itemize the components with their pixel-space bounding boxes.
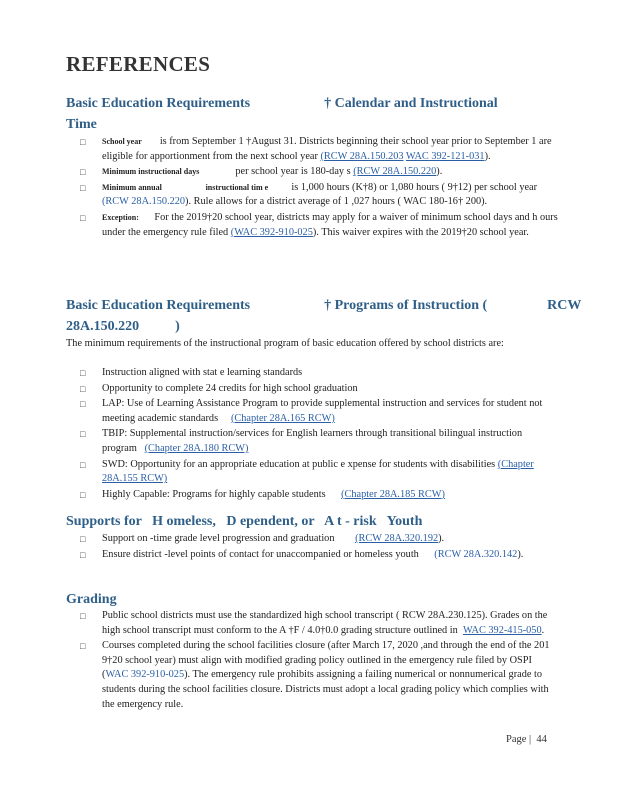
list-item: □ Minimum instructional days per school year is 180-day s (RCW 28A.150.220). <box>80 165 560 180</box>
rcw-link[interactable]: (RCW 28A.150.220 <box>353 166 437 178</box>
list-item: □ SWD: Opportunity for an appropriate education at public e xpense for students with disabilities (Chapter 28A.155 RCW) <box>80 458 534 485</box>
section-heading-programs-cont: 28A.150.220 ) <box>66 319 180 334</box>
bullet-icon: □ <box>80 137 86 147</box>
bullet-icon: □ <box>80 459 86 470</box>
list-item: □ Minimum annual instructional tim e is 1,000 hours (K†8) or 1,080 hours ( 9†12) per school year (RCW 28A.150.220). Rule allows for a district average of 1 ,027 hours ( WAC 180-16† 200). <box>80 181 538 208</box>
list-item: □ LAP: Use of Learning Assistance Program to provide supplemental instruction and services for student not meeting academic standards (Chapter 28A.165 RCW) <box>80 398 543 424</box>
wac-link[interactable]: WAC 392-415-050 <box>462 624 542 636</box>
chapter-link[interactable]: (Chapter 28A.185 RCW) <box>341 488 445 500</box>
wac-link[interactable]: WAC 392-910-025 <box>105 669 185 681</box>
bullet-icon: □ <box>80 549 86 560</box>
bullet-icon: □ <box>80 399 86 410</box>
bullet-icon: □ <box>80 368 86 378</box>
rcw-link[interactable]: (RCW 28A.150.220 <box>102 196 186 208</box>
bullet-icon: □ <box>80 167 86 178</box>
page-title: REFERENCES <box>66 52 211 76</box>
list-item: □ Exception: For the 2019†20 school year, districts may apply for a waiver of minimum school days and h ours under the emergency rule filed (WAC 392-910-025). This waiver expires with the 2019†20 school year. <box>80 211 558 238</box>
rcw-link[interactable]: (RCW 28A.320.192 <box>355 533 439 544</box>
chapter-link[interactable]: (Chapter 28A.180 RCW) <box>144 442 249 454</box>
wac-link[interactable]: WAC 392-121-031 <box>405 150 485 162</box>
bullet-icon: □ <box>80 182 86 193</box>
section-heading-calendar: Basic Education Requirements † Calendar and Instructional <box>66 96 498 111</box>
rcw-link[interactable]: (RCW 28A.320.142 <box>434 548 518 560</box>
grading-list <box>80 609 560 713</box>
chapter-link[interactable]: (Chapter 28A.155 RCW) <box>102 458 534 485</box>
bullet-icon: □ <box>80 489 86 500</box>
list-item: □ Opportunity to complete 24 credits for high school graduation <box>80 382 560 397</box>
list-item: □ Ensure district -level points of contact for unaccompanied or homeless youth (RCW 28A.320.142). <box>80 548 560 563</box>
page-footer <box>506 734 547 745</box>
section-heading-calendar-cont: Time <box>66 117 97 132</box>
section-heading-programs: Basic Education Requirements † Programs of Instruction ( RCW <box>66 298 582 313</box>
chapter-link[interactable]: (Chapter 28A.165 RCW) <box>230 412 335 424</box>
programs-list <box>80 366 560 503</box>
bullet-icon: □ <box>80 212 86 223</box>
bullet-icon: □ <box>80 641 86 652</box>
section-heading-grading: Grading <box>66 592 117 607</box>
list-item: □ Highly Capable: Programs for highly capable students (Chapter 28A.185 RCW) <box>80 488 560 503</box>
wac-link[interactable]: (WAC 392-910-025 <box>230 226 313 238</box>
page-label: Page | <box>506 734 532 745</box>
calendar-list <box>80 135 560 241</box>
bullet-icon: □ <box>80 429 86 440</box>
list-item: □ Courses completed during the school facilities closure (after March 17, 2020 ,and through the end of the 201 9†20 school year) must align with modified grading policy outlined in the emergency rule filed by OSPI (WAC 392-910-025). The emergency rule prohibits assigning a failing numerical or nonnumerical grade to students during the school facilities closure. Districts must adopt a local grading policy which complies with the emergency rule. <box>80 640 550 710</box>
section-heading-supports: Supports for H omeless, D ependent, or A t - risk Youth <box>66 514 423 529</box>
supports-list <box>80 532 560 563</box>
list-item: □ School year is from September 1 †August 31. Districts beginning their school year prior to September 1 are eligible for apportionment from the next school year (RCW 28A.150.203 WAC 392-121-031). <box>80 136 552 162</box>
rcw-link[interactable]: (RCW 28A.150.203 <box>320 150 404 162</box>
bullet-icon: □ <box>80 383 86 394</box>
list-item: □ Support on -time grade level progression and graduation (RCW 28A.320.192). <box>80 532 560 547</box>
programs-intro: The minimum requirements of the instructional program of basic education offered by school districts are: <box>66 338 504 349</box>
list-item: □ TBIP: Supplemental instruction/services for English learners through transitional bilingual instruction program (Chapter 28A.180 RCW) <box>80 428 523 454</box>
list-item: □ Public school districts must use the standardized high school transcript ( RCW 28A.230.125). Grades on the high school transcript must conform to the A †F / 4.0†0.0 grading structure outlined in WAC 392-415-050. <box>80 610 548 636</box>
bullet-icon: □ <box>80 611 86 621</box>
page-number: 44 <box>536 734 547 745</box>
list-item: □ Instruction aligned with stat e learning standards <box>80 366 560 381</box>
bullet-icon: □ <box>80 534 86 544</box>
